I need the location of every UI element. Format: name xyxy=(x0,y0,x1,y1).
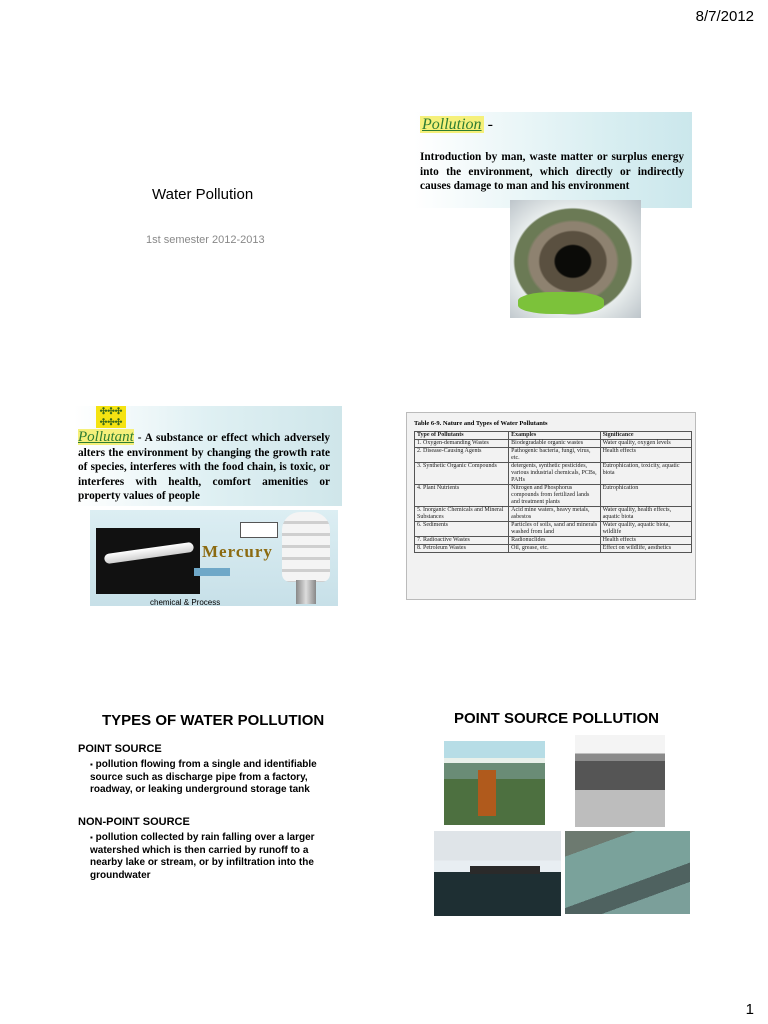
point-source-item xyxy=(90,759,340,797)
column-header: Type of Pollutants xyxy=(415,432,509,440)
table-cell: 4. Plant Nutrients xyxy=(415,485,509,507)
slide1-subtitle: 1st semester 2012-2013 xyxy=(146,234,265,246)
table-cell: Pathogenic bacteria, fungi, virus, etc. xyxy=(509,448,600,463)
table-row xyxy=(415,522,692,537)
print-date: 8/7/2012 xyxy=(695,8,754,25)
pollutant-definition-text: - A substance or effect which adversely alters the environment by changing the growth rate of species, interferes with the food chain, is toxic, or interferes with health, comfort amenities or property values of people xyxy=(78,432,330,502)
table-cell: Particles of soils, sand and minerals washed from land xyxy=(509,522,600,537)
pollutant-definition xyxy=(78,430,330,504)
table-cell: Water quality, oxygen levels xyxy=(600,440,691,448)
table-cell: 2. Disease-Causing Agents xyxy=(415,448,509,463)
non-point-source-item xyxy=(90,832,340,882)
point-source-text: pollution flowing from a single and identifiable source such as discharge pipe from a factory, roadway, or leaking underground storage tank xyxy=(90,759,317,795)
page-number: 1 xyxy=(745,1001,754,1018)
table-cell: Health effects xyxy=(600,448,691,463)
table-cell: Effect on wildlife, aesthetics xyxy=(600,545,691,553)
table-cell: Acid mine waters, heavy metals, asbestos xyxy=(509,507,600,522)
mercury-label: Mercury xyxy=(202,542,273,561)
table-cell: Water quality, aquatic biota, wildlife xyxy=(600,522,691,537)
table-cell: 5. Inorganic Chemicals and Mineral Substances xyxy=(415,507,509,522)
column-header: Examples xyxy=(509,432,600,440)
pollution-heading xyxy=(420,116,493,134)
table-cell: Eutrophication xyxy=(600,485,691,507)
table-cell: 8. Petroleum Wastes xyxy=(415,545,509,553)
outfall-pipe-detail xyxy=(470,866,540,874)
cfl-bulb-photo xyxy=(282,512,330,582)
table-row xyxy=(415,448,692,463)
pollution-term: Pollution xyxy=(422,116,482,133)
table-cell: Water quality, health effects, aquatic biota xyxy=(600,507,691,522)
pollutant-term: Pollutant xyxy=(78,429,134,445)
table-cell: 1. Oxygen-demanding Wastes xyxy=(415,440,509,448)
pollution-dash: - xyxy=(483,116,493,133)
table-cell: 6. Sediments xyxy=(415,522,509,537)
table-cell: Biodegradable organic wastes xyxy=(509,440,600,448)
table-row xyxy=(415,463,692,485)
types-title: TYPES OF WATER POLLUTION xyxy=(102,712,325,729)
table-row xyxy=(415,507,692,522)
table-cell: detergents, synthetic pesticides, various industrial chemicals, PCBs, PAHs xyxy=(509,463,600,485)
non-point-source-text: pollution collected by rain falling over a larger watershed which is then carried by runoff to a nearby lake or stream, or by infiltration into the groundwater xyxy=(90,832,315,881)
pollution-definition: Introduction by man, waste matter or surplus energy into the environment, which directly or indirectly causes damage to man and his environment xyxy=(420,151,684,192)
column-header: Significance xyxy=(600,432,691,440)
table-cell: 3. Synthetic Organic Compounds xyxy=(415,463,509,485)
table-cell: 7. Radioactive Wastes xyxy=(415,537,509,545)
industrial-outfall-photo xyxy=(575,735,665,827)
table-row xyxy=(415,440,692,448)
water-pollutants-table xyxy=(414,431,692,553)
table-cell: Eutrophication, toxicity, aquatic biota xyxy=(600,463,691,485)
orange-discharge-detail xyxy=(478,770,496,816)
table-row xyxy=(415,537,692,545)
arrow-right-icon xyxy=(240,522,278,538)
slide1-title: Water Pollution xyxy=(152,186,254,203)
non-point-source-heading: NON-POINT SOURCE xyxy=(78,816,190,828)
table-row xyxy=(415,485,692,507)
table-header-row xyxy=(415,432,692,440)
table-cell: Radionuclides xyxy=(509,537,600,545)
table-cell: Oil, grease, etc. xyxy=(509,545,600,553)
green-water-photo-detail xyxy=(518,292,604,314)
bullet-icon: ▪ xyxy=(90,833,93,842)
point-source-pollution-title: POINT SOURCE POLLUTION xyxy=(454,710,660,727)
table-row xyxy=(415,545,692,553)
arrow-left-icon xyxy=(194,568,230,576)
table-cell: Nitrogen and Phosphorus compounds from fertilized lands and treatment plants xyxy=(509,485,600,507)
table-caption: Table 6-9. Nature and Types of Water Pollutants xyxy=(414,420,548,427)
bullet-icon: ▪ xyxy=(90,760,93,769)
point-source-heading: POINT SOURCE xyxy=(78,743,162,755)
aerial-plume-photo xyxy=(565,831,690,914)
illustration-caption: chemical & Process xyxy=(150,598,221,607)
table-cell: Health effects xyxy=(600,537,691,545)
cfl-bulb-base xyxy=(296,580,316,604)
decorative-icon: ✣✣✣ ✣✣✣ xyxy=(96,406,126,428)
